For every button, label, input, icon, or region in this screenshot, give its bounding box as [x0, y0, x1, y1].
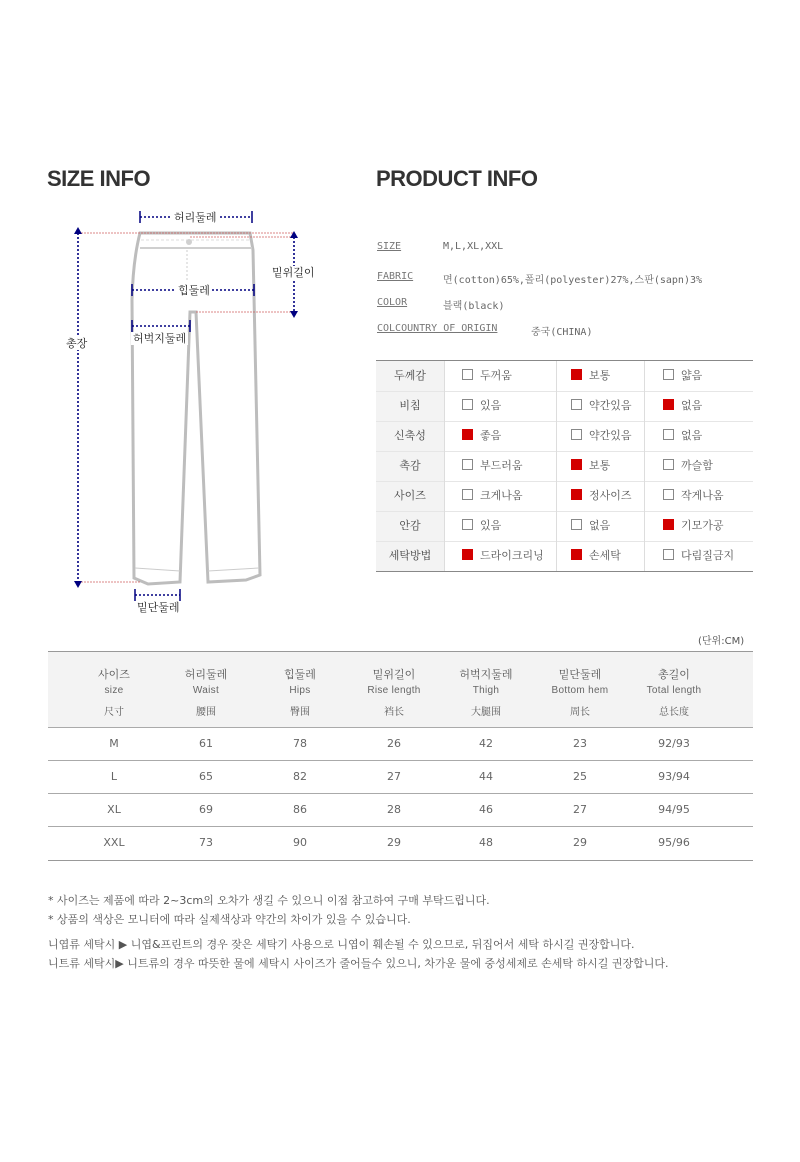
column-header-en: size: [104, 685, 124, 696]
attribute-option-label: 보통: [589, 459, 611, 472]
info-value: 면(cotton)65%,폴리(polyester)27%,스판(sapn)3%: [443, 275, 703, 286]
info-key: COLOR: [377, 297, 408, 308]
checked-box-icon: [571, 369, 582, 380]
size-info-title: SIZE INFO: [47, 166, 151, 191]
attribute-option-label: 좋음: [480, 429, 502, 442]
unchecked-box-icon: [571, 519, 582, 530]
attribute-option: [571, 391, 632, 421]
attribute-option-label: 없음: [681, 429, 703, 442]
pants-diagram: [40, 200, 340, 630]
table-cell: 26: [387, 737, 401, 750]
table-cell: 44: [479, 770, 493, 783]
unchecked-box-icon: [571, 429, 582, 440]
unchecked-box-icon: [663, 489, 674, 500]
attribute-row: [376, 541, 753, 571]
table-row: [48, 794, 753, 827]
column-header-ko: 밑위길이: [372, 668, 416, 681]
unchecked-box-icon: [571, 399, 582, 410]
attribute-option: [663, 391, 702, 421]
table-row: [48, 728, 753, 761]
info-key: SIZE: [377, 241, 402, 252]
attribute-option-label: 크게나옴: [480, 489, 523, 502]
attribute-label: 안감: [376, 511, 444, 541]
attribute-option-label: 약간있음: [589, 399, 632, 412]
waist-label: 허리둘레: [174, 211, 217, 224]
column-header-en: Hips: [289, 685, 311, 696]
note-size-tolerance: * 사이즈는 제품에 따라 2~3cm의 오차가 생길 수 있으니 이점 참고하여 구매 부탁드립니다.: [48, 894, 490, 907]
row-divider: [376, 451, 753, 452]
info-value: 중국(CHINA): [531, 327, 593, 338]
attribute-option-label: 두꺼움: [480, 369, 512, 382]
column-header-ko: 힙둘레: [284, 668, 316, 681]
table-cell: 90: [293, 836, 307, 849]
table-cell: M: [109, 737, 119, 750]
size-table: [48, 651, 753, 861]
attribute-option: [571, 541, 621, 571]
checked-box-icon: [462, 549, 473, 560]
table-cell: 29: [387, 836, 401, 849]
column-divider: [556, 361, 557, 571]
attribute-row: [376, 391, 753, 421]
column-header-cn: 大腿围: [471, 707, 501, 718]
attribute-option: [462, 451, 523, 481]
unit-label: (단위:CM): [698, 636, 745, 647]
table-cell: 27: [387, 770, 401, 783]
checked-box-icon: [663, 519, 674, 530]
attribute-label: 세탁방법: [376, 541, 444, 571]
attribute-label: 신축성: [376, 421, 444, 451]
table-row: [48, 761, 753, 794]
info-value: M,L,XL,XXL: [443, 241, 504, 252]
attribute-option-label: 얇음: [681, 369, 703, 382]
attribute-option: [462, 511, 501, 541]
attribute-option: [663, 421, 702, 451]
attribute-option-label: 약간있음: [589, 429, 632, 442]
checked-box-icon: [462, 429, 473, 440]
unchecked-box-icon: [663, 369, 674, 380]
attribute-option-label: 작게나옴: [681, 489, 724, 502]
attribute-option-label: 기모가공: [681, 519, 724, 532]
attribute-option: [571, 361, 610, 391]
column-header-en: Rise length: [367, 685, 421, 696]
table-cell: 73: [199, 836, 213, 849]
table-cell: 46: [479, 803, 493, 816]
unchecked-box-icon: [663, 429, 674, 440]
table-cell: 23: [573, 737, 587, 750]
rise-label: 밑위길이: [272, 266, 315, 279]
attribute-label: 사이즈: [376, 481, 444, 511]
table-cell: 86: [293, 803, 307, 816]
attribute-label: 비침: [376, 391, 444, 421]
info-key: FABRIC: [377, 271, 414, 282]
note-color-difference: * 상품의 색상은 모니터에 따라 실제색상과 약간의 차이가 있을 수 있습니다.: [48, 913, 411, 926]
attribute-option: [571, 481, 632, 511]
column-header-ko: 밑단둘레: [558, 668, 602, 681]
column-divider: [644, 361, 645, 571]
table-row: [48, 827, 753, 860]
info-value: 블랙(black): [443, 301, 505, 312]
table-cell: 92/93: [658, 737, 690, 750]
table-cell: 93/94: [658, 770, 690, 783]
row-divider: [376, 421, 753, 422]
note-knit-washing: 니트류 세탁시▶ 니트류의 경우 따뜻한 물에 세탁시 사이즈가 줄어들수 있으니, 차가운 물에 중성세제로 손세탁 하시길 권장합니다.: [48, 957, 669, 970]
table-cell: 94/95: [658, 803, 690, 816]
total-length-label: 총장: [66, 337, 88, 350]
table-cell: 48: [479, 836, 493, 849]
unchecked-box-icon: [462, 399, 473, 410]
checked-box-icon: [571, 459, 582, 470]
column-header-ko: 사이즈: [98, 668, 130, 681]
attribute-option: [571, 511, 610, 541]
table-cell: 25: [573, 770, 587, 783]
hem-label: 밑단둘레: [137, 601, 180, 614]
attribute-option: [462, 541, 544, 571]
attribute-option: [462, 361, 512, 391]
attribute-row: [376, 511, 753, 541]
attribute-row: [376, 451, 753, 481]
attribute-option-label: 정사이즈: [589, 489, 632, 502]
attribute-option-label: 부드러움: [480, 459, 523, 472]
table-cell: XXL: [103, 836, 125, 849]
unchecked-box-icon: [462, 519, 473, 530]
unchecked-box-icon: [462, 459, 473, 470]
column-header-en: Waist: [192, 685, 220, 696]
attribute-option-label: 다림질금지: [681, 549, 735, 562]
column-header-cn: 腰围: [196, 707, 216, 718]
attribute-option-label: 손세탁: [589, 549, 621, 562]
attribute-option-label: 까슬함: [681, 459, 713, 472]
table-cell: 69: [199, 803, 213, 816]
attribute-option: [663, 481, 724, 511]
checked-box-icon: [571, 549, 582, 560]
table-cell: 28: [387, 803, 401, 816]
attribute-option-label: 있음: [480, 399, 502, 412]
column-header-en: Total length: [646, 685, 702, 696]
attribute-label: 촉감: [376, 451, 444, 481]
thigh-label: 허벅지둘레: [133, 332, 187, 345]
column-header-ko: 허벅지둘레: [459, 668, 513, 681]
column-header-en: Bottom hem: [551, 685, 609, 696]
table-cell: 27: [573, 803, 587, 816]
column-header-cn: 臀围: [290, 707, 310, 718]
attribute-option: [462, 421, 501, 451]
row-divider: [376, 481, 753, 482]
table-cell: 61: [199, 737, 213, 750]
attribute-option: [663, 511, 724, 541]
table-cell: 65: [199, 770, 213, 783]
attribute-option: [663, 361, 702, 391]
note-print-washing: 니엽류 세탁시 ▶ 니엽&프린트의 경우 잦은 세탁기 사용으로 니엽이 훼손될 수 있으므로, 뒤집어서 세탁 하시길 권장합니다.: [48, 938, 635, 951]
hip-label: 힙둘레: [178, 284, 210, 297]
size-table-header: [48, 652, 753, 728]
attribute-option-label: 있음: [480, 519, 502, 532]
table-cell: 42: [479, 737, 493, 750]
column-divider: [444, 361, 445, 571]
attribute-option: [663, 451, 713, 481]
column-header-cn: 总长度: [659, 707, 689, 718]
attribute-row: [376, 361, 753, 391]
attribute-row: [376, 421, 753, 451]
column-header-cn: 周长: [570, 707, 590, 718]
attribute-option-label: 없음: [681, 399, 703, 412]
row-divider: [376, 511, 753, 512]
attribute-option: [571, 451, 610, 481]
table-cell: 95/96: [658, 836, 690, 849]
column-header-en: Thigh: [472, 685, 500, 696]
column-header-cn: 裆长: [384, 707, 404, 718]
pants-illustration: [40, 200, 340, 630]
attribute-option: [571, 421, 632, 451]
table-cell: 78: [293, 737, 307, 750]
attribute-option-label: 드라이크리닝: [480, 549, 544, 562]
attribute-row: [376, 481, 753, 511]
unchecked-box-icon: [663, 459, 674, 470]
attribute-option: [663, 541, 734, 571]
checked-box-icon: [663, 399, 674, 410]
table-cell: XL: [107, 803, 121, 816]
table-cell: L: [110, 770, 118, 783]
checked-box-icon: [571, 489, 582, 500]
product-info-title: PRODUCT INFO: [376, 166, 538, 191]
attribute-option-label: 보통: [589, 369, 611, 382]
attribute-label: 두께감: [376, 361, 444, 391]
info-key: COLCOUNTRY OF ORIGIN: [377, 323, 498, 334]
unchecked-box-icon: [462, 369, 473, 380]
attribute-option-label: 없음: [589, 519, 611, 532]
table-cell: 29: [573, 836, 587, 849]
column-header-ko: 총길이: [658, 668, 690, 681]
row-divider: [376, 541, 753, 542]
attribute-option: [462, 391, 501, 421]
column-header-cn: 尺寸: [104, 707, 124, 718]
attribute-option: [462, 481, 523, 511]
unchecked-box-icon: [462, 489, 473, 500]
table-cell: 82: [293, 770, 307, 783]
row-divider: [376, 391, 753, 392]
unchecked-box-icon: [663, 549, 674, 560]
column-header-ko: 허리둘레: [184, 668, 228, 681]
